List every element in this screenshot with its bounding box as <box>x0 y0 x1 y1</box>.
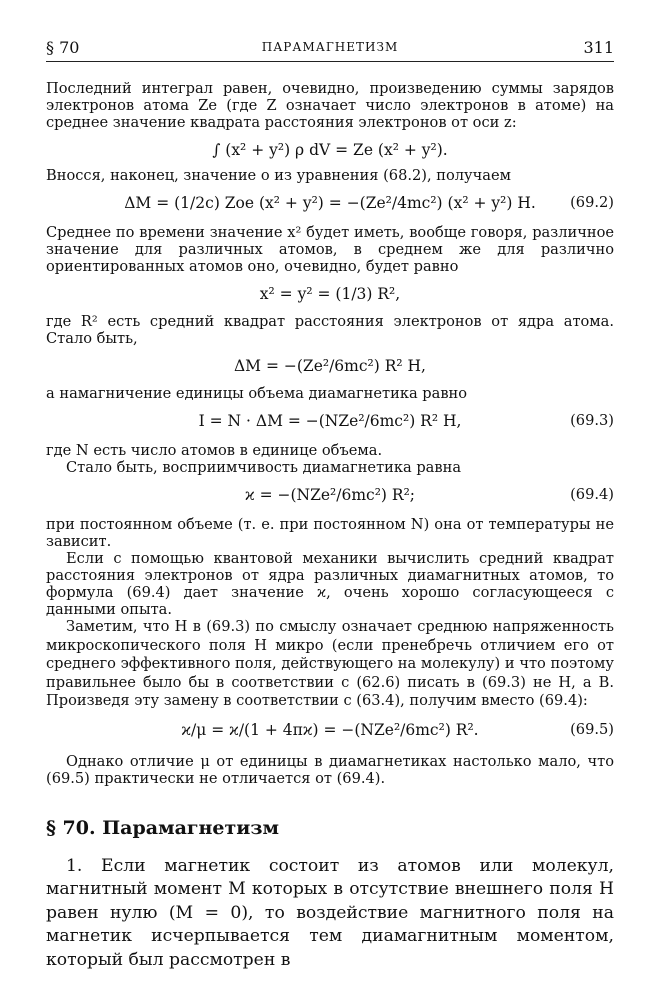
section-heading: § 70. Парамагнетизм <box>46 816 280 839</box>
equation <box>46 275 614 313</box>
paragraph: где N есть число атомов в единице объема. <box>46 442 383 459</box>
paragraph: где R² есть средний квадрат расстояния электронов от ядра атома. Стало быть, <box>46 313 614 347</box>
paragraph: Заметим, что H в (69.3) по смыслу означает среднюю напряженность микроскопического поля H микро (если пренебречь отличием его от среднего эффективного поля, действующего на молекулу) и что поэтому правильнее было бы в соответствии с (62.6) писать в (69.3) не H, а B. Произведя эту замену в соответствии с (63.4), получим вместо (69.4): <box>46 618 614 709</box>
equation-formula: x² = y² = (1/3) R², <box>259 285 401 303</box>
paragraph: при постоянном объеме (т. е. при постоянном N) она от температуры не зависит. <box>46 516 614 550</box>
equation <box>46 131 614 167</box>
spacer <box>46 787 614 817</box>
equation <box>46 347 614 385</box>
equation-number: (69.3) <box>570 412 614 429</box>
equation-number: (69.5) <box>570 720 614 738</box>
equation-formula: I = N · ΔM = −(NZe²/6mc²) R² H, <box>198 412 462 430</box>
equation-69-5 <box>46 711 614 753</box>
equation-number: (69.4) <box>570 486 614 503</box>
equation-formula: ∫ (x² + y²) ρ dV = Ze (x² + y²). <box>212 141 448 159</box>
equation-69-2 <box>46 184 614 224</box>
equation-69-4 <box>46 476 614 516</box>
paragraph: Среднее по времени значение x² будет иметь, вообще говоря, различное значение для различных атомов, в среднем же для различно ориентированных атомов оно, очевидно, будет равно <box>46 224 614 275</box>
equation-formula: ΔM = (1/2c) Zoe (x² + y²) = −(Ze²/4mc²) (x² + y²) H. <box>124 194 536 212</box>
equation-formula: ΔM = −(Ze²/6mc²) R² H, <box>233 357 426 375</box>
equation-formula: ϰ/μ = ϰ/(1 + 4πϰ) = −(NZe²/6mc²) R². <box>181 720 479 739</box>
spacer <box>46 839 614 855</box>
page-number: 311 <box>583 38 614 57</box>
header-running-title: ПАРАМАГНЕТИЗМ <box>261 40 399 54</box>
paragraph: 1. Если магнетик состоит из атомов или молекул, магнитный момент M которых в отсутствие внешнего поля H равен нулю (M = 0), то воздействие магнитного поля на магнетик исчерпывается тем диамагнитным моментом, который был рассмотрен в <box>46 855 614 970</box>
paragraph: Вносся, наконец, значение o из уравнения (68.2), получаем <box>46 167 511 184</box>
running-header <box>46 38 614 60</box>
page-body <box>46 80 614 972</box>
header-section-mark: § 70 <box>46 38 80 57</box>
equation-formula: ϰ = −(NZe²/6mc²) R²; <box>244 486 415 504</box>
equation-69-3 <box>46 402 614 442</box>
header-rule <box>46 61 614 62</box>
paragraph: Однако отличие μ от единицы в диамагнетиках настолько мало, что (69.5) практически не отличается от (69.4). <box>46 752 614 787</box>
paragraph: а намагничение единицы объема диамагнетика равно <box>46 385 468 402</box>
paragraph: Стало быть, восприимчивость диамагнетика равна <box>66 459 462 476</box>
equation-number: (69.2) <box>570 194 614 211</box>
paragraph: Если с помощью квантовой механики вычислить средний квадрат расстояния электронов от ядра различных диамагнитных атомов, то формула (69.4) дает значение ϰ, очень хорошо согласующееся с данными опыта. <box>46 550 614 618</box>
paragraph: Последний интеграл равен, очевидно, произведению суммы зарядов электронов атома Ze (где Z означает число электронов в атоме) на среднее значение квадрата расстояния электронов от оси z: <box>46 80 614 131</box>
